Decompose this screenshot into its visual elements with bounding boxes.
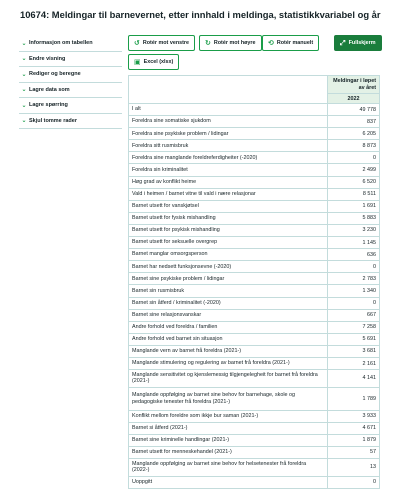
- row-value: 4 141: [328, 370, 380, 388]
- row-value: 3 933: [328, 410, 380, 422]
- row-label: Barnet utsett for fysisk mishandling: [129, 212, 328, 224]
- row-label: Barnet sin åtferd / kriminalitet (-2020): [129, 297, 328, 309]
- table-row: [129, 333, 380, 345]
- chevron-down-icon: ⌄: [21, 87, 27, 94]
- row-value: 8 873: [328, 140, 380, 152]
- table-row: [129, 410, 380, 422]
- row-value: 3 681: [328, 345, 380, 357]
- row-label: Barnet utsett for menneskehandel (2021-): [129, 446, 328, 458]
- row-label: Manglande vern av barnet frå foreldra (2021-): [129, 345, 328, 357]
- row-label: Barnet si åtferd (2021-): [129, 422, 328, 434]
- row-label: Manglande sensitivitet og kjenslemessig tilgjengelegheit for barnet frå foreldra (2021-): [129, 370, 328, 388]
- table-row: [129, 249, 380, 261]
- row-value: 0: [328, 476, 380, 488]
- table-row: [129, 261, 380, 273]
- row-label: Manglande oppfølging av barnet sine behov for helsetenester frå foreldra (2022-): [129, 459, 328, 477]
- row-value: 57: [328, 446, 380, 458]
- year-header: 2022: [328, 94, 380, 104]
- row-value: 1 340: [328, 285, 380, 297]
- data-table: [128, 75, 380, 489]
- row-value: 5 883: [328, 212, 380, 224]
- row-value: 8 511: [328, 188, 380, 200]
- table-row: [129, 152, 380, 164]
- row-value: 2 499: [328, 164, 380, 176]
- row-label: Foreldra sine psykiske problem / lidingar: [129, 128, 328, 140]
- rotate-manual-button[interactable]: ⟲ Rotér manuelt: [262, 35, 319, 51]
- table-row: [129, 188, 380, 200]
- sidebar-item-label: Rediger og beregne: [29, 71, 81, 78]
- table-row: [129, 459, 380, 477]
- table-corner: [129, 76, 328, 94]
- row-label: Andre forhold ved barnet sin situasjon: [129, 333, 328, 345]
- table-row: [129, 422, 380, 434]
- row-value: 636: [328, 249, 380, 261]
- row-label: Barnet sine relasjonsvanskar: [129, 309, 328, 321]
- row-label: Barnet har nedsett funksjonsevne (-2020): [129, 261, 328, 273]
- expand-icon: ⤢: [340, 39, 346, 47]
- column-header: Meldingar i løpet av året: [328, 76, 380, 94]
- table-row: [129, 446, 380, 458]
- table-row: [129, 104, 380, 116]
- table-row: [129, 309, 380, 321]
- chevron-down-icon: ⌄: [21, 118, 27, 125]
- table-row: [129, 285, 380, 297]
- sidebar-item-save-query[interactable]: [19, 98, 122, 114]
- table-row: [129, 164, 380, 176]
- row-value: 3 230: [328, 224, 380, 236]
- row-value: 6 520: [328, 176, 380, 188]
- table-row: [129, 140, 380, 152]
- table-row: [129, 116, 380, 128]
- table-row: [129, 357, 380, 369]
- rotate-manual-icon: ⟲: [268, 39, 274, 47]
- row-value: 4 671: [328, 422, 380, 434]
- row-value: 49 778: [328, 104, 380, 116]
- row-value: 1 879: [328, 434, 380, 446]
- row-label: Manglande oppfølging av barnet sine behov for barnehage, skole og pedagogiske tenester frå foreldra (2021-): [129, 387, 328, 410]
- row-value: 0: [328, 297, 380, 309]
- chevron-down-icon: ⌄: [21, 56, 27, 63]
- excel-export-button[interactable]: ▣ Excel (xlsx): [128, 54, 179, 70]
- row-value: 0: [328, 152, 380, 164]
- row-value: 0: [328, 261, 380, 273]
- table-row: [129, 387, 380, 410]
- fullscreen-button[interactable]: ⤢ Fullskjerm: [334, 35, 382, 51]
- row-label: Andre forhold ved foreldra / familien: [129, 321, 328, 333]
- row-value: 13: [328, 459, 380, 477]
- table-row: [129, 237, 380, 249]
- row-value: 1 789: [328, 387, 380, 410]
- chevron-down-icon: ⌄: [21, 71, 27, 78]
- row-label: Foreldra sitt rusmisbruk: [129, 140, 328, 152]
- rotate-right-icon: ↻: [205, 39, 211, 47]
- row-value: 1 691: [328, 200, 380, 212]
- row-label: Foreldra sin kriminalitet: [129, 164, 328, 176]
- sidebar-item-save-data-as[interactable]: [19, 83, 122, 99]
- table-corner: [129, 94, 328, 104]
- row-label: Konflikt mellom foreldre som ikkje bur saman (2021-): [129, 410, 328, 422]
- table-body: [129, 104, 380, 489]
- sidebar: [19, 36, 122, 129]
- row-label: Barnet manglar omsorgsperson: [129, 249, 328, 261]
- row-label: Uoppgitt: [129, 476, 328, 488]
- row-label: Barnet utsett for seksuelle overgrep: [129, 237, 328, 249]
- chevron-down-icon: ⌄: [21, 102, 27, 109]
- row-value: 2 161: [328, 357, 380, 369]
- row-label: Barnet utsett for psykisk mishandling: [129, 224, 328, 236]
- excel-icon: ▣: [134, 58, 141, 66]
- table-row: [129, 200, 380, 212]
- table-row: [129, 224, 380, 236]
- table-row: [129, 212, 380, 224]
- sidebar-item-hide-empty-rows[interactable]: [19, 114, 122, 130]
- table-row: [129, 476, 380, 488]
- table-row: [129, 176, 380, 188]
- table-row: [129, 273, 380, 285]
- row-value: 7 258: [328, 321, 380, 333]
- row-label: Foreldra sine somatiske sjukdom: [129, 116, 328, 128]
- sidebar-item-edit-calculate[interactable]: [19, 67, 122, 83]
- row-label: Vald i heimen / barnet vitne til vald i nære relasjonar: [129, 188, 328, 200]
- row-label: Barnet sine kriminelle handlingar (2021-): [129, 434, 328, 446]
- page-title: 10674: Meldingar til barnevernet, etter innhald i meldinga, statistikkvariabel og år: [20, 9, 381, 20]
- table-row: [129, 128, 380, 140]
- row-label: I alt: [129, 104, 328, 116]
- chevron-down-icon: ⌄: [21, 40, 27, 47]
- row-value: 837: [328, 116, 380, 128]
- sidebar-item-label: Informasjon om tabellen: [29, 40, 93, 47]
- sidebar-item-label: Endre visning: [29, 55, 66, 62]
- table-row: [129, 297, 380, 309]
- sidebar-item-table-info[interactable]: [19, 36, 122, 52]
- rotate-right-button[interactable]: ↻ Rotér mot høyre: [199, 35, 262, 51]
- row-label: Barnet sine psykiske problem / lidingar: [129, 273, 328, 285]
- sidebar-item-label: Lagre data som: [29, 86, 70, 93]
- table-row: [129, 345, 380, 357]
- row-label: Foreldra sine manglande foreldreferdigheiter (-2020): [129, 152, 328, 164]
- sidebar-item-label: Skjul tomme rader: [29, 117, 77, 124]
- row-label: Barnet utsett for vanskjøtsel: [129, 200, 328, 212]
- row-value: 2 783: [328, 273, 380, 285]
- table-row: [129, 370, 380, 388]
- table-row: [129, 434, 380, 446]
- row-value: 1 145: [328, 237, 380, 249]
- rotate-left-button[interactable]: ↺ Rotér mot venstre: [128, 35, 195, 51]
- table-row: [129, 321, 380, 333]
- sidebar-item-change-view[interactable]: [19, 52, 122, 68]
- row-label: Høg grad av konflikt heime: [129, 176, 328, 188]
- row-value: 5 691: [328, 333, 380, 345]
- sidebar-item-label: Lagre spørring: [29, 102, 68, 109]
- row-label: Barnet sin rusmisbruk: [129, 285, 328, 297]
- row-label: Manglande stimulering og regulering av barnet frå foreldra (2021-): [129, 357, 328, 369]
- row-value: 6 205: [328, 128, 380, 140]
- row-value: 667: [328, 309, 380, 321]
- rotate-left-icon: ↺: [134, 39, 140, 47]
